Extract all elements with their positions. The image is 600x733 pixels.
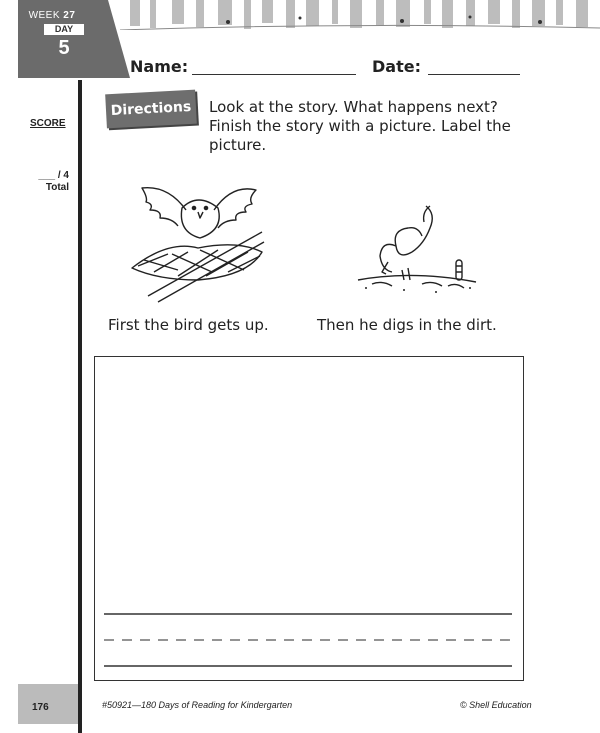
week-label: WEEK 27 bbox=[28, 10, 76, 21]
score-total-label: Total bbox=[45, 182, 69, 193]
score-box bbox=[33, 170, 69, 194]
page-number: 176 bbox=[32, 702, 49, 713]
directions-text: Look at the story. What happens next? Finish the story with a picture. Label the picture. bbox=[209, 98, 511, 154]
directions-tag: Directions bbox=[105, 90, 197, 129]
label-writing-field[interactable] bbox=[104, 608, 512, 670]
day-label: DAY bbox=[44, 24, 84, 35]
date-field[interactable] bbox=[428, 74, 520, 75]
score-fraction: ___ / 4 bbox=[38, 170, 69, 181]
bird-nest-illustration bbox=[128, 180, 268, 305]
name-label: Name: bbox=[130, 57, 189, 76]
margin-rule bbox=[78, 80, 82, 733]
publisher: © Shell Education bbox=[460, 700, 532, 710]
story-caption-2: Then he digs in the dirt. bbox=[317, 316, 497, 334]
score-label: SCORE bbox=[30, 118, 66, 129]
date-label: Date: bbox=[372, 57, 421, 76]
day-number: 5 bbox=[58, 37, 70, 59]
story-caption-1: First the bird gets up. bbox=[108, 316, 269, 334]
name-field[interactable] bbox=[192, 74, 356, 75]
book-title: #50921—180 Days of Reading for Kindergarten bbox=[102, 700, 293, 710]
bird-digging-illustration bbox=[352, 200, 482, 300]
